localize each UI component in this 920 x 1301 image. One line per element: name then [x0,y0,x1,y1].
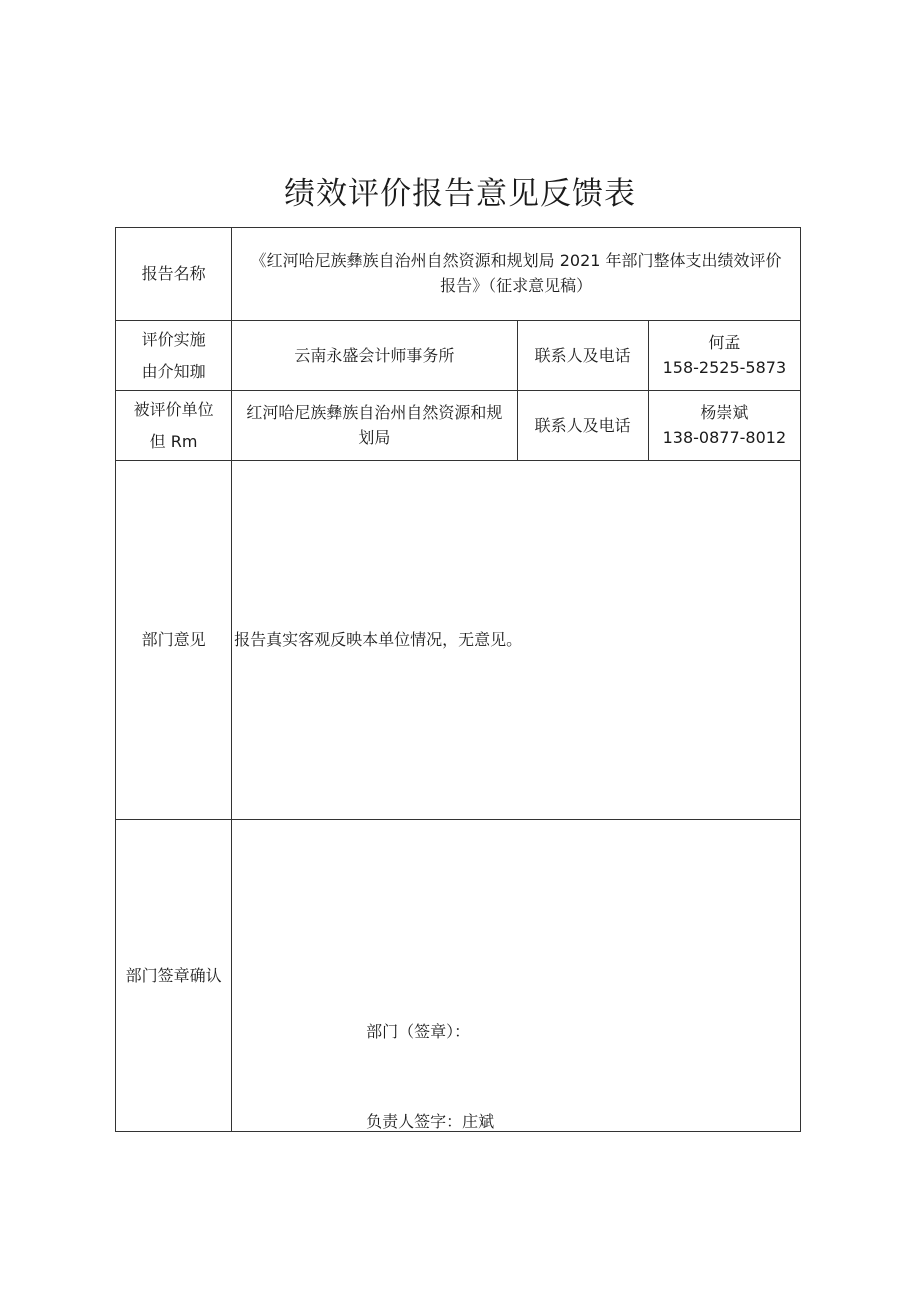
evaluated-label-line1: 被评价单位 [133,399,214,419]
evaluated-contact-phone: 138-0877-8012 [662,427,787,447]
evaluated-value [232,391,517,461]
evaluator-label-line2: 由介知珈 [141,361,206,381]
evaluated-label-line2: 但 Rm [149,431,198,451]
evaluated-contact-label: 联系人及电话 [517,391,648,461]
evaluated-contact [648,391,800,461]
evaluator-contact [648,321,800,391]
row-evaluator [116,321,801,391]
evaluator-contact-name: 何孟 [708,332,741,352]
row-opinion [116,461,801,820]
evaluator-contact-label: 联系人及电话 [517,321,648,391]
evaluated-value-line2: 划局 [358,427,391,447]
row-evaluated [116,391,801,461]
evaluator-value: 云南永盛会计师事务所 [232,321,517,391]
feedback-form-table [115,227,801,1132]
opinion-value: 报告真实客观反映本单位情况，无意见。 [232,461,801,820]
evaluator-label-line1: 评价实施 [141,329,206,349]
row-confirmation [116,820,801,1132]
report-name-line2: 报告》（征求意见稿） [440,276,593,295]
report-name-label: 报告名称 [116,228,232,321]
evaluated-contact-name: 杨崇斌 [700,402,749,422]
evaluated-value-line1: 红河哈尼族彝族自治州自然资源和规 [246,402,503,422]
report-name-line1: 《红河哈尼族彝族自治州自然资源和规划局 2021 年部门整体支出绩效评价 [250,251,782,271]
row-report-name [116,228,801,321]
confirmation-label: 部门签章确认 [116,820,232,1132]
report-name-value [232,228,801,321]
confirmation-area [232,820,801,1132]
opinion-label: 部门意见 [116,461,232,820]
person-signature: 负责人签字：庄斌 [366,1112,495,1131]
evaluated-label [116,391,232,461]
evaluator-label [116,321,232,391]
page-title: 绩效评价报告意见反馈表 [284,176,636,212]
dept-seal-label: 部门（签章）： [366,1022,471,1041]
evaluator-contact-phone: 158-2525-5873 [662,357,787,377]
